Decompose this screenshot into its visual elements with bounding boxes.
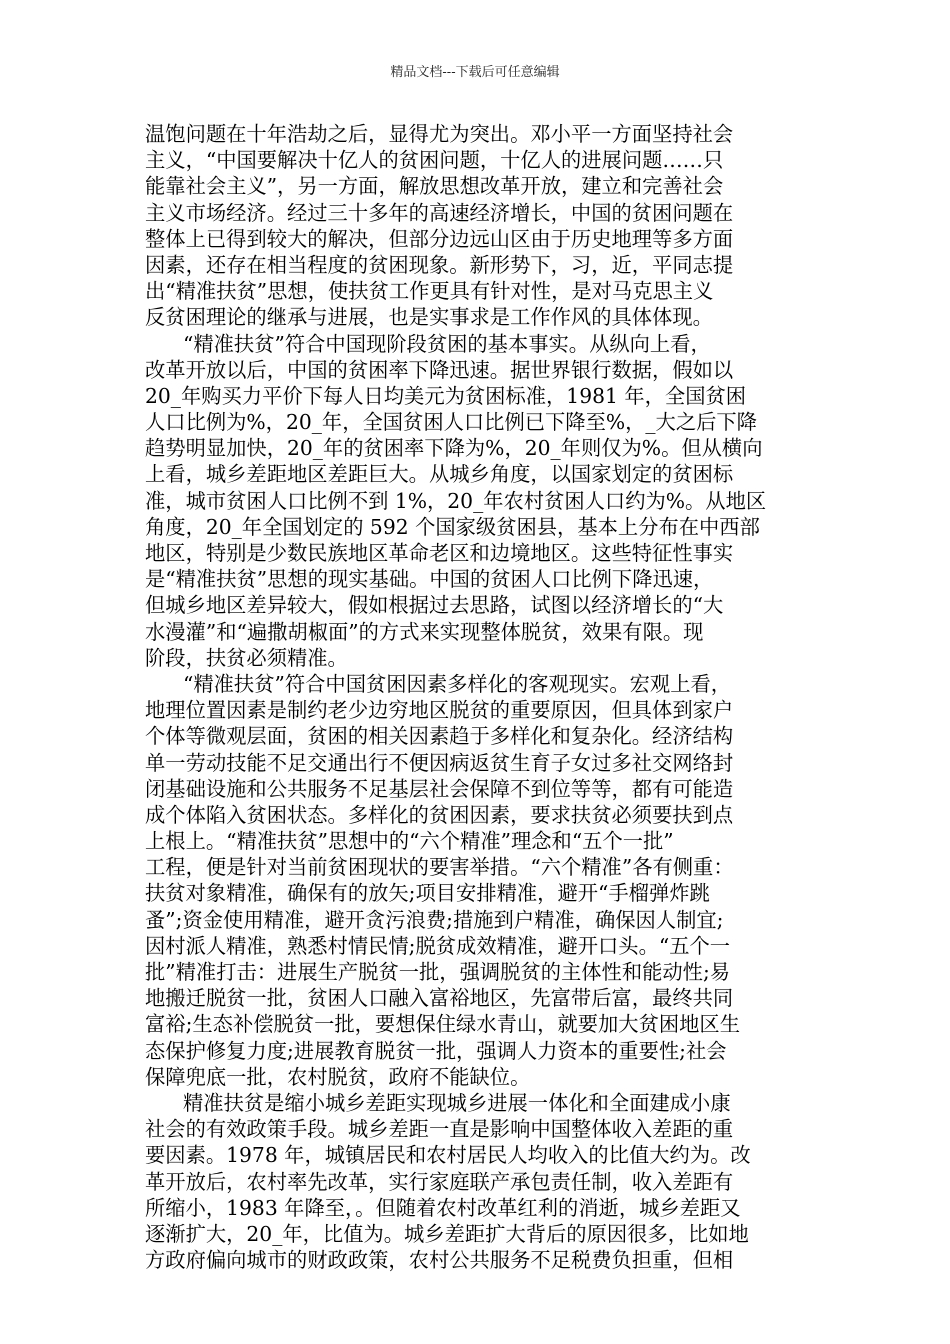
- paragraph-first-line: 精准扶贫是缩小城乡差距实现城乡进展一体化和全面建成小康: [183, 1090, 731, 1115]
- text-line: 革开放后，农村率先改革，实行家庭联产承包责任制，收入差距有: [145, 1169, 734, 1194]
- text-line: 要因素。1978 年，城镇居民和农村居民人均收入的比值大约为。改: [145, 1143, 751, 1168]
- text-line: 单一劳动技能不足交通出行不便因病返贫生育子女过多社交网络封: [145, 750, 734, 775]
- text-line: 阶段，扶贫必须精准。: [145, 645, 348, 670]
- text-line: 趋势明显加快，20_年的贫困率下降为%，20_年则仅为%。但从横向: [145, 436, 763, 461]
- text-line: 保障兜底一批，农村脱贫，政府不能缺位。: [145, 1064, 531, 1089]
- text-line: 逐渐扩大，20_年，比值为。城乡差距扩大背后的原因很多，比如地: [145, 1221, 749, 1246]
- text-line: 是“精准扶贫”思想的现实基础。中国的贫困人口比例下降迅速，: [145, 567, 714, 592]
- text-line: 温饱问题在十年浩劫之后，显得尤为突出。邓小平一方面坚持社会: [145, 122, 734, 146]
- text-line: 出“精准扶贫”思想，使扶贫工作更具有针对性，是对马克思主义: [145, 279, 714, 304]
- text-line: 反贫困理论的继承与进展，也是实事求是工作作风的具体体现。: [145, 305, 713, 330]
- text-line: 成个体陷入贫困状态。多样化的贫困因素，要求扶贫必须要扶到点: [145, 802, 734, 827]
- text-line: 地区，特别是少数民族地区革命老区和边境地区。这些特征性事实: [145, 541, 734, 565]
- page-header: 精品文档---下载后可任意编辑: [390, 65, 560, 80]
- text-line: 上根上。“精准扶贫”思想中的“六个精准”理念和“五个一批”: [145, 829, 674, 854]
- text-line: 闭基础设施和公共服务不足基层社会保障不到位等等，都有可能造: [145, 776, 734, 801]
- text-line: 因村派人精准，熟悉村情民情;脱贫成效精准，避开口头。“五个一: [145, 933, 731, 958]
- text-line: 富裕;生态补偿脱贫一批，要想保住绿水青山，就要加大贫困地区生: [145, 1012, 740, 1037]
- text-line: 所缩小，1983 年降至，。但随着农村改革红利的消逝，城乡差距又: [145, 1195, 741, 1220]
- text-line: 工程，便是针对当前贫困现状的要害举措。“六个精准”各有侧重：: [145, 855, 734, 880]
- text-line: 个体等微观层面，贫困的相关因素趋于多样化和复杂化。经济结构: [145, 724, 734, 749]
- paragraph-first-line: “精准扶贫”符合中国贫困因素多样化的客观现实。宏观上看，: [183, 671, 732, 696]
- text-line: 水漫灌”和“遍撒胡椒面”的方式来实现整体脱贫，效果有限。现: [145, 619, 704, 644]
- text-line: 但城乡地区差异较大，假如根据过去思路，试图以经济增长的“大: [145, 593, 724, 618]
- text-line: 改革开放以后，中国的贫困率下降迅速。据世界银行数据，假如以: [145, 357, 734, 382]
- text-line: 蚤”;资金使用精准，避开贪污浪费;措施到户精准，确保因人制宜;: [145, 907, 724, 932]
- text-line: 批”精准打击：进展生产脱贫一批，强调脱贫的主体性和能动性;易: [145, 960, 731, 984]
- text-line: 角度，20_年全国划定的 592 个国家级贫困县，基本上分布在中西部: [145, 514, 760, 539]
- text-line: 20_年购买力平价下每人日均美元为贫困标准，1981 年，全国贫困: [145, 383, 747, 408]
- text-line: 因素，还存在相当程度的贫困现象。新形势下，习，近，平同志提: [145, 252, 734, 277]
- text-line: 能靠社会主义”，另一方面，解放思想改革开放，建立和完善社会: [145, 174, 724, 199]
- text-line: 整体上已得到较大的解决，但部分边远山区由于历史地理等多方面: [145, 226, 734, 251]
- text-line: 准，城市贫困人口比例不到 1%，20_年农村贫困人口约为%。从地区: [145, 488, 767, 513]
- text-line: 态保护修复力度;进展教育脱贫一批，强调人力资本的重要性;社会: [145, 1038, 727, 1063]
- text-line: 扶贫对象精准，确保有的放矢;项目安排精准，避开“手榴弹炸跳: [145, 881, 710, 906]
- paragraph-first-line: “精准扶贫”符合中国现阶段贫困的基本事实。从纵向上看，: [183, 331, 711, 356]
- text-line: 上看，城乡差距地区差距巨大。从城乡角度，以国家划定的贫困标: [145, 462, 734, 487]
- text-line: 方政府偏向城市的财政政策，农村公共服务不足税费负担重，但相: [145, 1248, 734, 1273]
- text-line: 社会的有效政策手段。城乡差距一直是影响中国整体收入差距的重: [145, 1117, 734, 1142]
- document-body: [145, 121, 807, 1273]
- text-line: 主义市场经济。经过三十多年的高速经济增长，中国的贫困问题在: [145, 200, 734, 225]
- text-line: 人口比例为%，20_年，全国贫困人口比例已下降至%，_大之后下降: [145, 410, 757, 435]
- text-line: 主义，“中国要解决十亿人的贫困问题，十亿人的进展问题……只: [145, 148, 724, 173]
- text-line: 地搬迁脱贫一批，贫困人口融入富裕地区，先富带后富，最终共同: [145, 986, 734, 1011]
- text-line: 地理位置因素是制约老少边穷地区脱贫的重要原因，但具体到家户: [145, 698, 734, 723]
